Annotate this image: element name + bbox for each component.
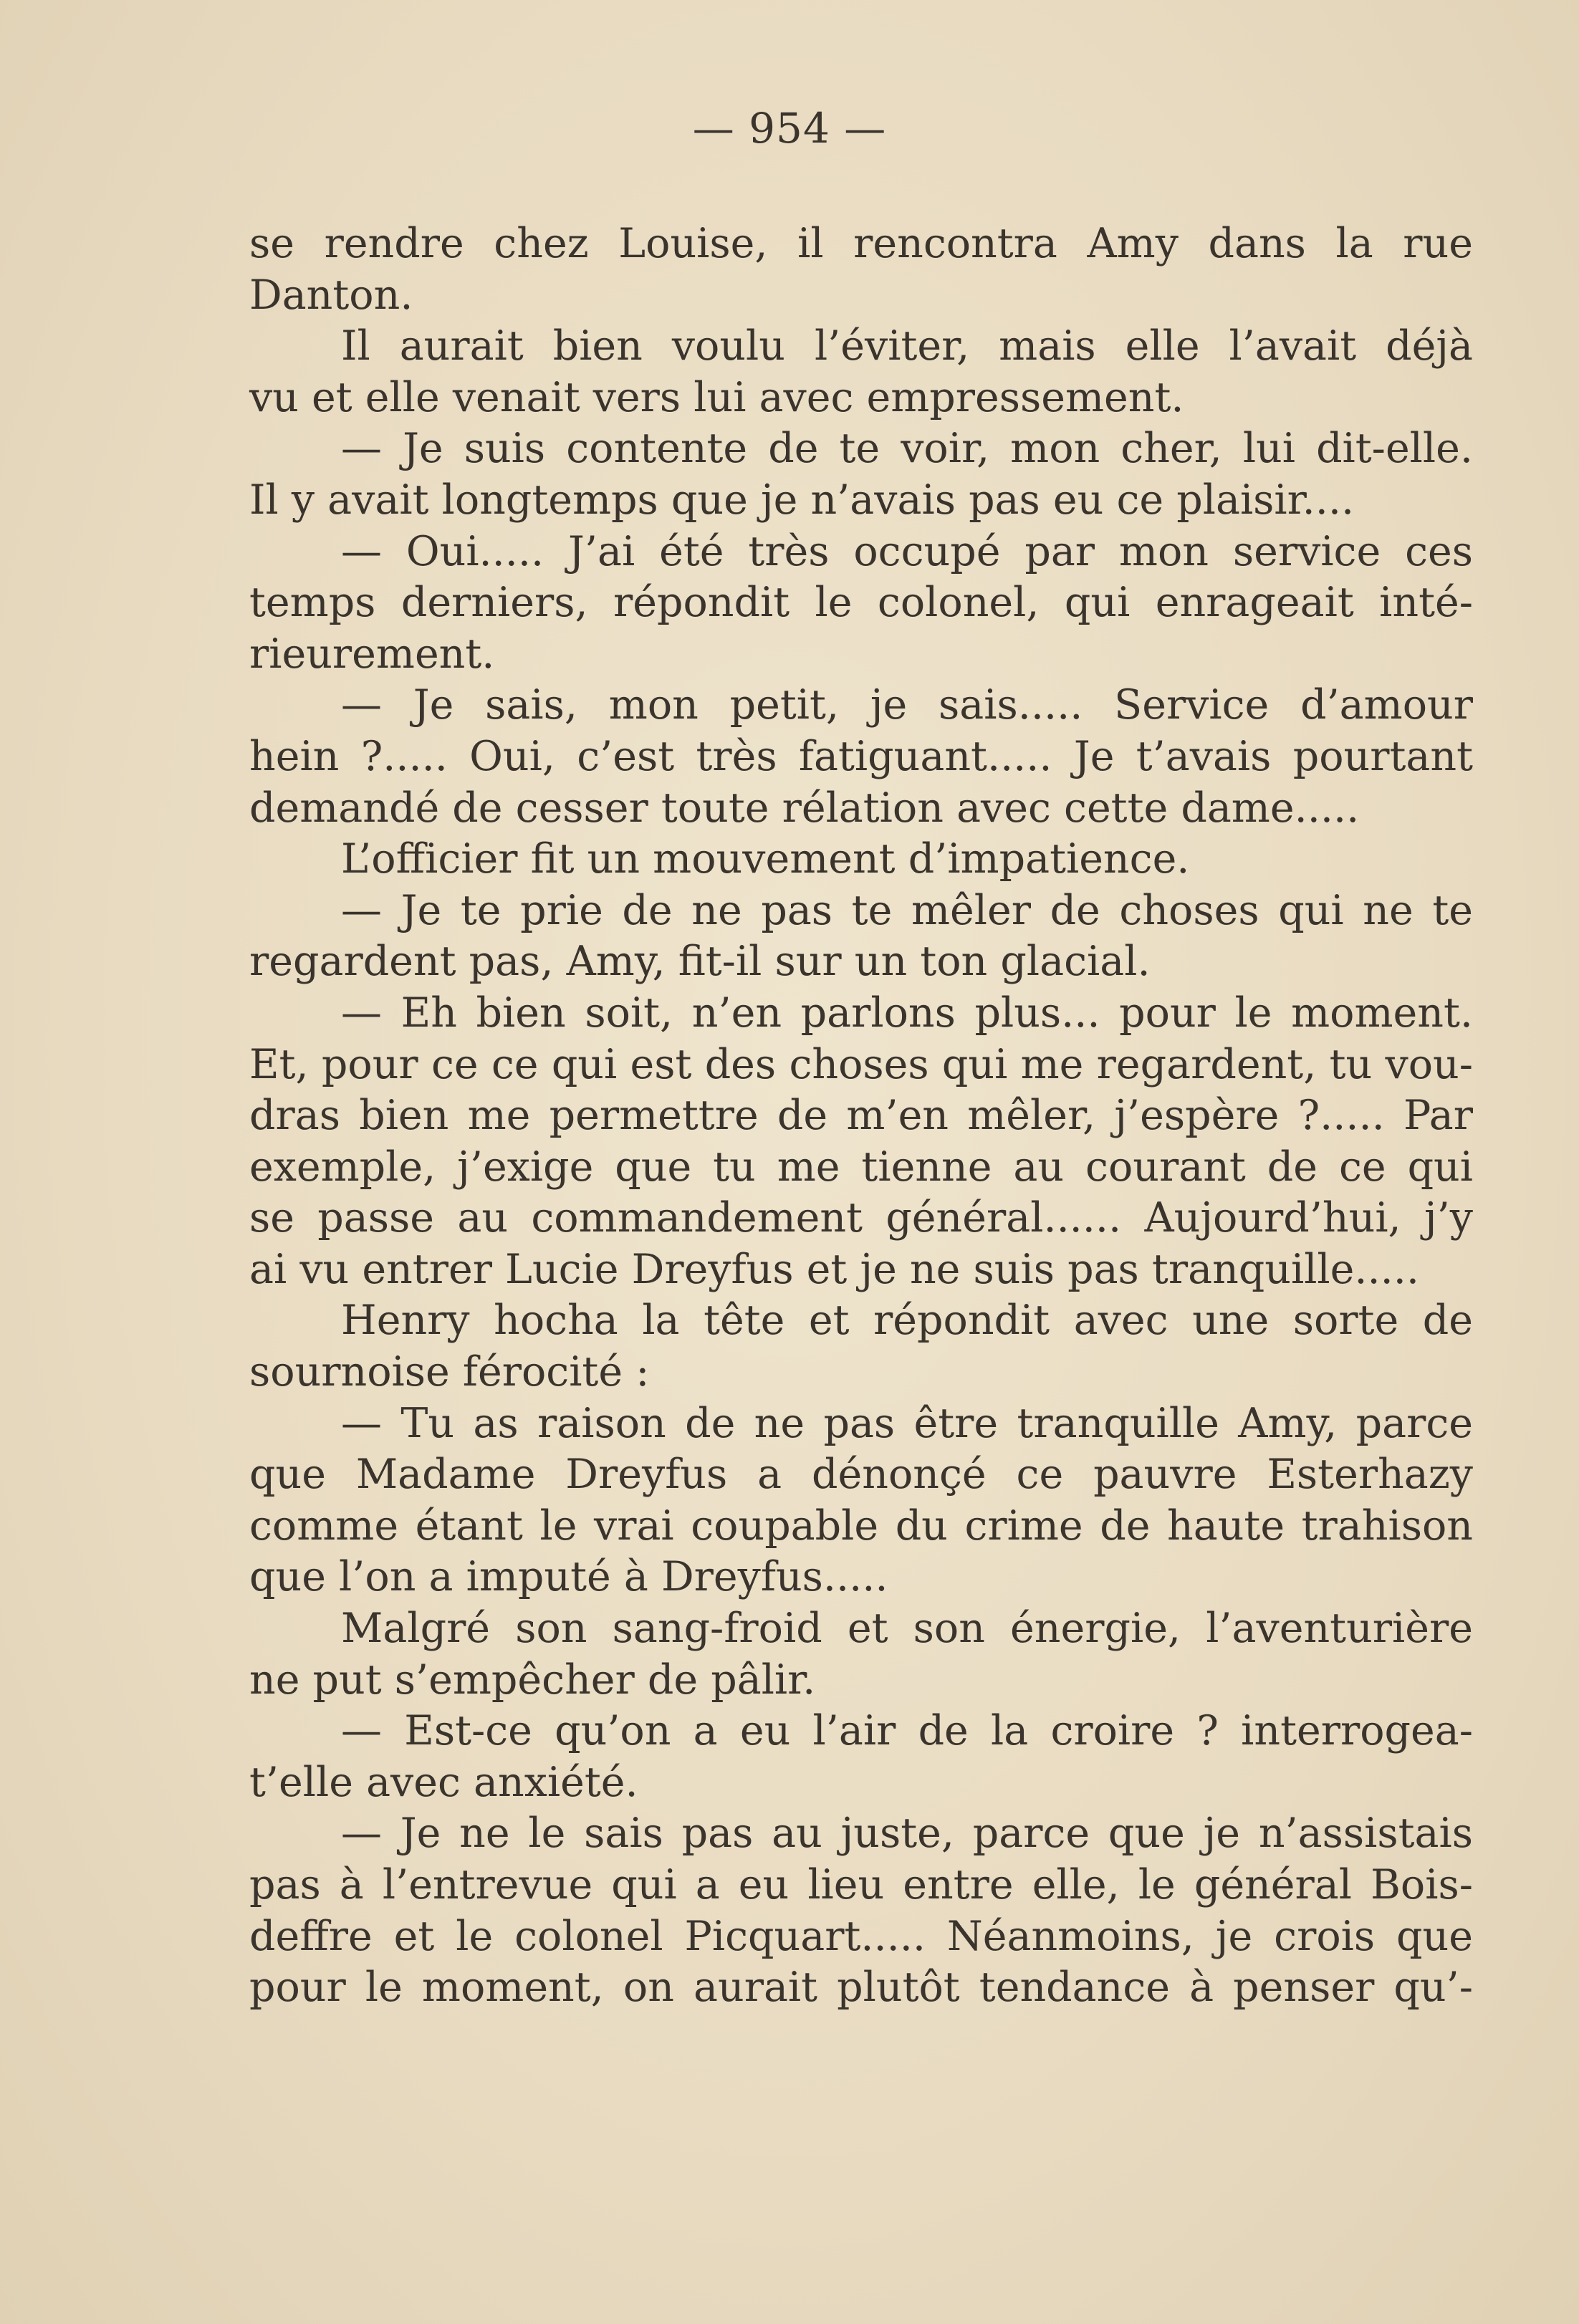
text-line: dras bien me permettre de m’en mêler, j’espère ?..... Par [249, 1092, 1473, 1140]
text-line: deffre et le colonel Picquart..... Néanmoins, je crois que [249, 1912, 1473, 1960]
text-line: Il aurait bien voulu l’éviter, mais elle l’avait déjà [341, 322, 1473, 370]
text-line: ne put s’empêcher de pâlir. [249, 1656, 816, 1704]
text-line: comme étant le vrai coupable du crime de haute trahison [249, 1502, 1473, 1550]
body-text [249, 219, 1473, 2014]
text-line: sournoise férocité : [249, 1348, 650, 1396]
text-line: Malgré son sang-froid et son énergie, l’aventurière [341, 1605, 1473, 1653]
text-line: se passe au commandement général...... Aujourd’hui, j’y [249, 1194, 1473, 1242]
text-line: — Oui..... J’ai été très occupé par mon service ces [341, 527, 1473, 575]
text-line: hein ?..... Oui, c’est très fatiguant..... Je t’avais pourtant [249, 732, 1473, 780]
text-line: — Je sais, mon petit, je sais..... Service d’amour [341, 681, 1473, 729]
text-line: — Je ne le sais pas au juste, parce que je n’assistais [341, 1810, 1473, 1858]
text-line: ai vu entrer Lucie Dreyfus et je ne suis pas tranquille..... [249, 1245, 1419, 1293]
text-line: regardent pas, Amy, fit-il sur un ton glacial. [249, 938, 1151, 986]
text-line: Danton. [249, 271, 413, 319]
text-line: temps derniers, répondit le colonel, qui enrageait inté- [249, 579, 1473, 627]
page-number: — 954 — [692, 104, 887, 153]
text-line: — Je suis contente de te voir, mon cher, lui dit-elle. [341, 425, 1473, 473]
text-line: pas à l’entrevue qui a eu lieu entre elle, le général Bois- [249, 1861, 1473, 1908]
text-line: — Je te prie de ne pas te mêler de choses qui ne te [341, 886, 1473, 934]
text-line: Henry hocha la tête et répondit avec une sorte de [341, 1297, 1473, 1345]
text-line: pour le moment, on aurait plutôt tendance à penser qu’- [249, 1964, 1473, 2012]
text-line: que l’on a imputé à Dreyfus..... [249, 1553, 888, 1601]
text-line: L’officier fit un mouvement d’impatience. [341, 835, 1190, 883]
text-line: demandé de cesser toute rélation avec cette dame..... [249, 784, 1360, 832]
text-line: exemple, j’exige que tu me tienne au courant de ce qui [249, 1143, 1473, 1191]
text-line: rieurement. [249, 630, 495, 678]
text-line: que Madame Dreyfus a dénonçé ce pauvre Esterhazy [249, 1451, 1473, 1499]
text-line: vu et elle venait vers lui avec empressement. [249, 373, 1184, 421]
text-line: — Eh bien soit, n’en parlons plus... pour le moment. [341, 989, 1473, 1037]
text-line: Et, pour ce ce qui est des choses qui me regardent, tu vou- [249, 1040, 1473, 1088]
text-line: — Tu as raison de ne pas être tranquille Amy, parce [341, 1399, 1473, 1447]
text-line: t’elle avec anxiété. [249, 1758, 638, 1806]
text-line: Il y avait longtemps que je n’avais pas eu ce plaisir.... [249, 476, 1355, 524]
text-line: se rendre chez Louise, il rencontra Amy dans la rue [249, 220, 1473, 267]
text-line: — Est-ce qu’on a eu l’air de la croire ? interrogea- [341, 1707, 1473, 1755]
